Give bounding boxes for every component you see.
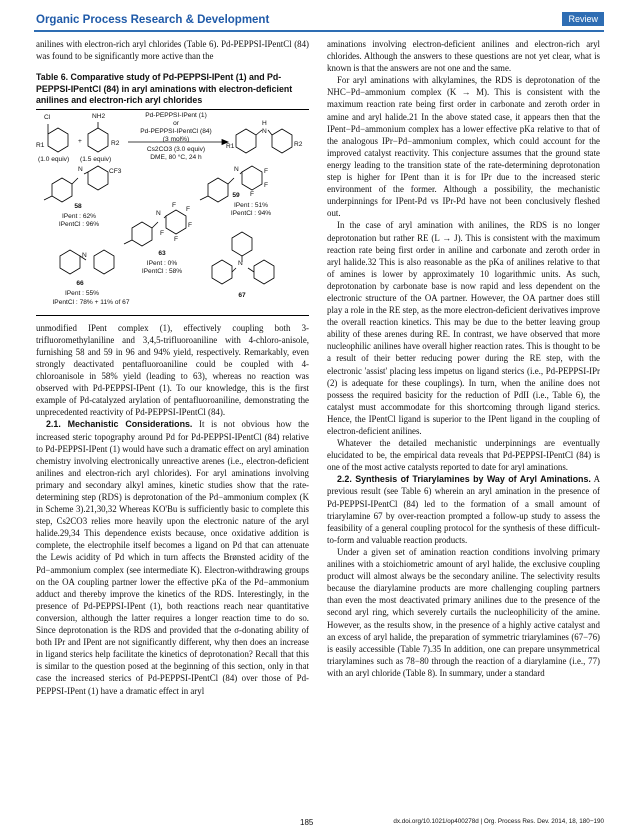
c58-nh: N xyxy=(78,165,83,173)
compound-66-label: 66 xyxy=(76,279,84,287)
c63-f3: F xyxy=(174,235,179,243)
catalyst-84: Pd-PEPPSI-IPentCl (84) xyxy=(140,127,212,135)
atom-nh2: NH2 xyxy=(92,112,106,120)
review-badge: Review xyxy=(562,12,604,26)
compound-63-ipent: IPent : 0% xyxy=(146,259,178,267)
body-paragraph: In the case of aryl amination with anilines, the RDS is no longer deprotonation but rather RE (L → J). This is consistent with the maximum reaction rate being first order in aniline and carbonate and zeroth order in aryl halide.32 This is also reasonable as the pKa of anilines relative to that of amines is lower by approximately 10 logarithmic units. As such, deprotonation by carbonate base is now rapid and less dependent on the electronic structure of the OA partner. However, the OA partner does still play a role in the RE step, as the more electron-deficient derivatives improve the overall reaction kinetics. This may be due to the better leaving group ability of these arenes during RE. In contrast, we have observed that more nucleophilic anilines have overall higher reaction rates. This is thought to be a result of their better reducing power during the RE step, with the electronic 'assist' placing less impetus on ligand sterics (i.e., Pd-PEPPSI-IPr (2) is adequate for these couplings). In turn, when the aniline does not possess the required basicity for the reduction of PdII (i.e., Table 6), the catalyst must accommodate for this shortcoming through ligand sterics. Hence, the IPentCl ligand is superior to the IPent ligand in the coupling of electron-deficient anilines. xyxy=(327,220,600,436)
atom-r1: R1 xyxy=(36,141,45,149)
product-n: N xyxy=(262,127,267,135)
header-rule xyxy=(34,30,604,32)
c66-nh: N xyxy=(82,251,87,259)
catalyst-or: or xyxy=(173,119,179,127)
c63-nh: N xyxy=(156,209,161,217)
c63-f5: F xyxy=(172,201,177,209)
c59-f3: F xyxy=(250,190,255,198)
plus-sign: + xyxy=(78,137,82,145)
c63-f4: F xyxy=(160,229,165,237)
catalyst-1: Pd-PEPPSI-IPent (1) xyxy=(145,111,207,119)
compound-58-ipentcl: IPentCl : 96% xyxy=(58,220,100,228)
product-h: H xyxy=(262,119,267,127)
reaction-conditions: DME, 80 °C, 24 h xyxy=(150,153,202,161)
product-r1: R1 xyxy=(226,142,235,150)
right-column xyxy=(327,38,600,679)
catalyst-loading: (3 mol%) xyxy=(162,135,190,143)
reagent1-equiv: (1.0 equiv) xyxy=(38,155,70,163)
c63-f1: F xyxy=(186,205,191,213)
compound-59-ipentcl: IPentCl : 94% xyxy=(230,209,272,217)
reaction-scheme xyxy=(36,109,309,316)
compound-66-ipent: IPent : 55% xyxy=(64,289,100,297)
section-heading-2-2: 2.2. Synthesis of Triarylamines by Way of Aryl Aminations. xyxy=(337,474,591,485)
doi-link[interactable]: dx.doi.org/10.1021/op400278d | Org. Process Res. Dev. 2014, 18, 180−190 xyxy=(393,818,604,825)
c58-cf3: CF3 xyxy=(109,167,122,175)
compound-58-label: 58 xyxy=(74,202,82,210)
c67-n: N xyxy=(238,259,243,267)
section-2-2-text: A previous result (see Table 6) wherein an aryl amination in the presence of Pd-PEPPSI-IPentCl (84) led to the formation of a small amount of triarylamine 67 by over-reaction prompted a follow-up study to assess the feasibility of a general coupling protocol for the synthesis of these difficult-to-form and valuable reaction products. xyxy=(327,474,601,545)
journal-title: Organic Process Research & Development xyxy=(36,14,270,26)
atom-r2: R2 xyxy=(111,139,120,147)
section-heading-2-1: 2.1. Mechanistic Considerations. xyxy=(46,419,193,430)
compound-59-label: 59 xyxy=(232,191,240,199)
triarylamine-section xyxy=(327,473,600,546)
body-paragraph: unmodified IPent complex (1), effectively coupling both 3-trifluoromethylaniline and 3,4,5-trifluoroaniline with 4-chloro-anisole, furnishing 58 and 59 in 96 and 94% yield, respectively. Remarkably, even strongly deactivated pentafluoroaniline could be coupled with 4-chloroanisole in 58% yield (leading to 63), whereas no reaction was observed with Pd-PEPPSI-IPent (1). To our knowledge, this is the first example of Pd-catalyzed arylation of pentafluoroaniline, demonstrating the unprecedented reactivity of Pd-PEPPSI-IPentCl (84). xyxy=(36,322,309,418)
page-number: 185 xyxy=(300,818,314,827)
compound-59-ipent: IPent : 51% xyxy=(233,201,269,209)
mechanistic-section xyxy=(36,418,309,696)
compound-66-ipentcl: IPentCl : 78% + 11% of 67 xyxy=(52,298,130,306)
body-paragraph: Under a given set of amination reaction conditions involving primary anilines with a stoichiometric amount of aryl halide, the exclusive coupling product will almost always be the secondary aniline. The selectivity results because the diarylamine products are more challenging coupling partners than even the most deactivated primary anilines due to the presence of the second aryl ring, which severely curtails the nucleophilicity of the amine. However, as the results show, in the presence of a highly active catalyst and an excess of aryl halide, the preparation of symmetric triarylamines (67−76) is easily accessible (Table 7).35 In addition, one can prepare unsymmetrical triarylamines such as 78−80 through the reaction of a diarylamine (i.e., 77) with an aryl chloride (Table 8). In summary, under a standard xyxy=(327,546,600,678)
left-column xyxy=(36,38,309,697)
reagent2-equiv: (1.5 equiv) xyxy=(80,155,112,163)
atom-cl: Cl xyxy=(44,113,51,121)
table-caption: Table 6. Comparative study of Pd-PEPPSI-IPent (1) and Pd-PEPPSI-IPentCl (84) in aryl aminations with electron-deficient anilines and electron-rich aryl chlorides xyxy=(36,72,293,106)
compound-58-ipent: IPent : 62% xyxy=(61,212,97,220)
body-paragraph: Whatever the detailed mechanistic underpinnings are eventually elucidated to be, the empirical data reveals that Pd-PEPPSI-IPentCl (84) is one of the most active catalysts reported to date for aryl aminations. xyxy=(327,438,600,473)
c59-nh: N xyxy=(234,165,239,173)
body-paragraph: aminations involving electron-deficient anilines and electron-rich aryl chlorides. Although the answers to these questions are not yet clear, what is known is that the answers are not one and the same. xyxy=(327,39,600,74)
product-r2: R2 xyxy=(294,140,303,148)
compound-63-label: 63 xyxy=(158,249,166,257)
intro-text: anilines with electron-rich aryl chlorides (Table 6). Pd-PEPPSI-IPentCl (84) was found to be significantly more active than the xyxy=(36,39,309,62)
c59-f1: F xyxy=(264,167,269,175)
body-paragraph: For aryl aminations with alkylamines, the RDS is deprotonation of the NHC−Pd−ammonium complex (K → M). This is consistent with the maximum reaction rate being first order in carbonate and zeroth order in amine and aryl halide.21 In the above stated case, it appears then that the IPent−Pd−ammonium complex has a lower effective pKa relative to that of the analogous IPr−Pd−ammonium complex, which could account for the improved catalyst reactivity. This conjecture assumes that the ground state energy leading to the transition state of the rate-determining deprotonation step is higher for IPent than it is for IPr due to the increased steric environment of the former. Although a possibility, the mechanistic underpinnings for IPent-Pd vs IPr-Pd have not been conclusively fleshed out. xyxy=(327,75,600,219)
compound-63-ipentcl: IPentCl : 58% xyxy=(141,267,183,275)
compound-67-label: 67 xyxy=(238,291,246,299)
section-2-1-text: It is not obvious how the increased steric topography around Pd for Pd-PEPPSI-IPentCl (84) relative to Pd-PEPPSI-IPent (1) would have such a dramatic effect on aryl amination chemistry involving electronically unreactive arenes (i.e., electron-deficient anilines and electron-rich aryl chlorides). For aryl aminations involving primary and secondary alkyl amines, kinetic studies show that the rate-determining step (RDS) is deprotonation of the Pd−ammonium complex (K in Scheme 3).21,30,32 Whereas KO'Bu is sufficiently basic to complete this step, Cs2CO3 relies more heavily upon the electronic nature of the aryl halide.29,34 This dependence exists because, once oxidative addition is complete, the electrophile itself becomes a ligand on Pd that can attenuate the Lewis acidity of Pd which in turn affects the Brønsted acidity of the Pd−ammonium complex (see intermediate K). Electron-withdrawing groups on the OA coupling partner lower the effective pKa of the Pd−ammonium adduct and thereby improve the kinetics of the RDS. Interestingly, in the presence of Pd-PEPPSI-IPent (1), both reactions reach near quantitative conversion, although the latter requires a longer reaction time to do so. Since deprotonation is the RDS and provided that the σ-donating ability of both IPr and IPent are not significantly different, why then does an increase in ligand sterics help facilitate the kinetics of deprotonation? Recall that this is similar to the question posed at the beginning of this section, only in that case the increased sterics of Pd-PEPPSI-IPentCl (84) over those of Pd-PEPPSI-IPent (1) have a dramatic effect in aryl xyxy=(36,419,309,696)
c59-f2: F xyxy=(264,181,269,189)
base-conditions: Cs2CO3 (3.0 equiv) xyxy=(146,145,206,153)
c63-f2: F xyxy=(188,221,193,229)
